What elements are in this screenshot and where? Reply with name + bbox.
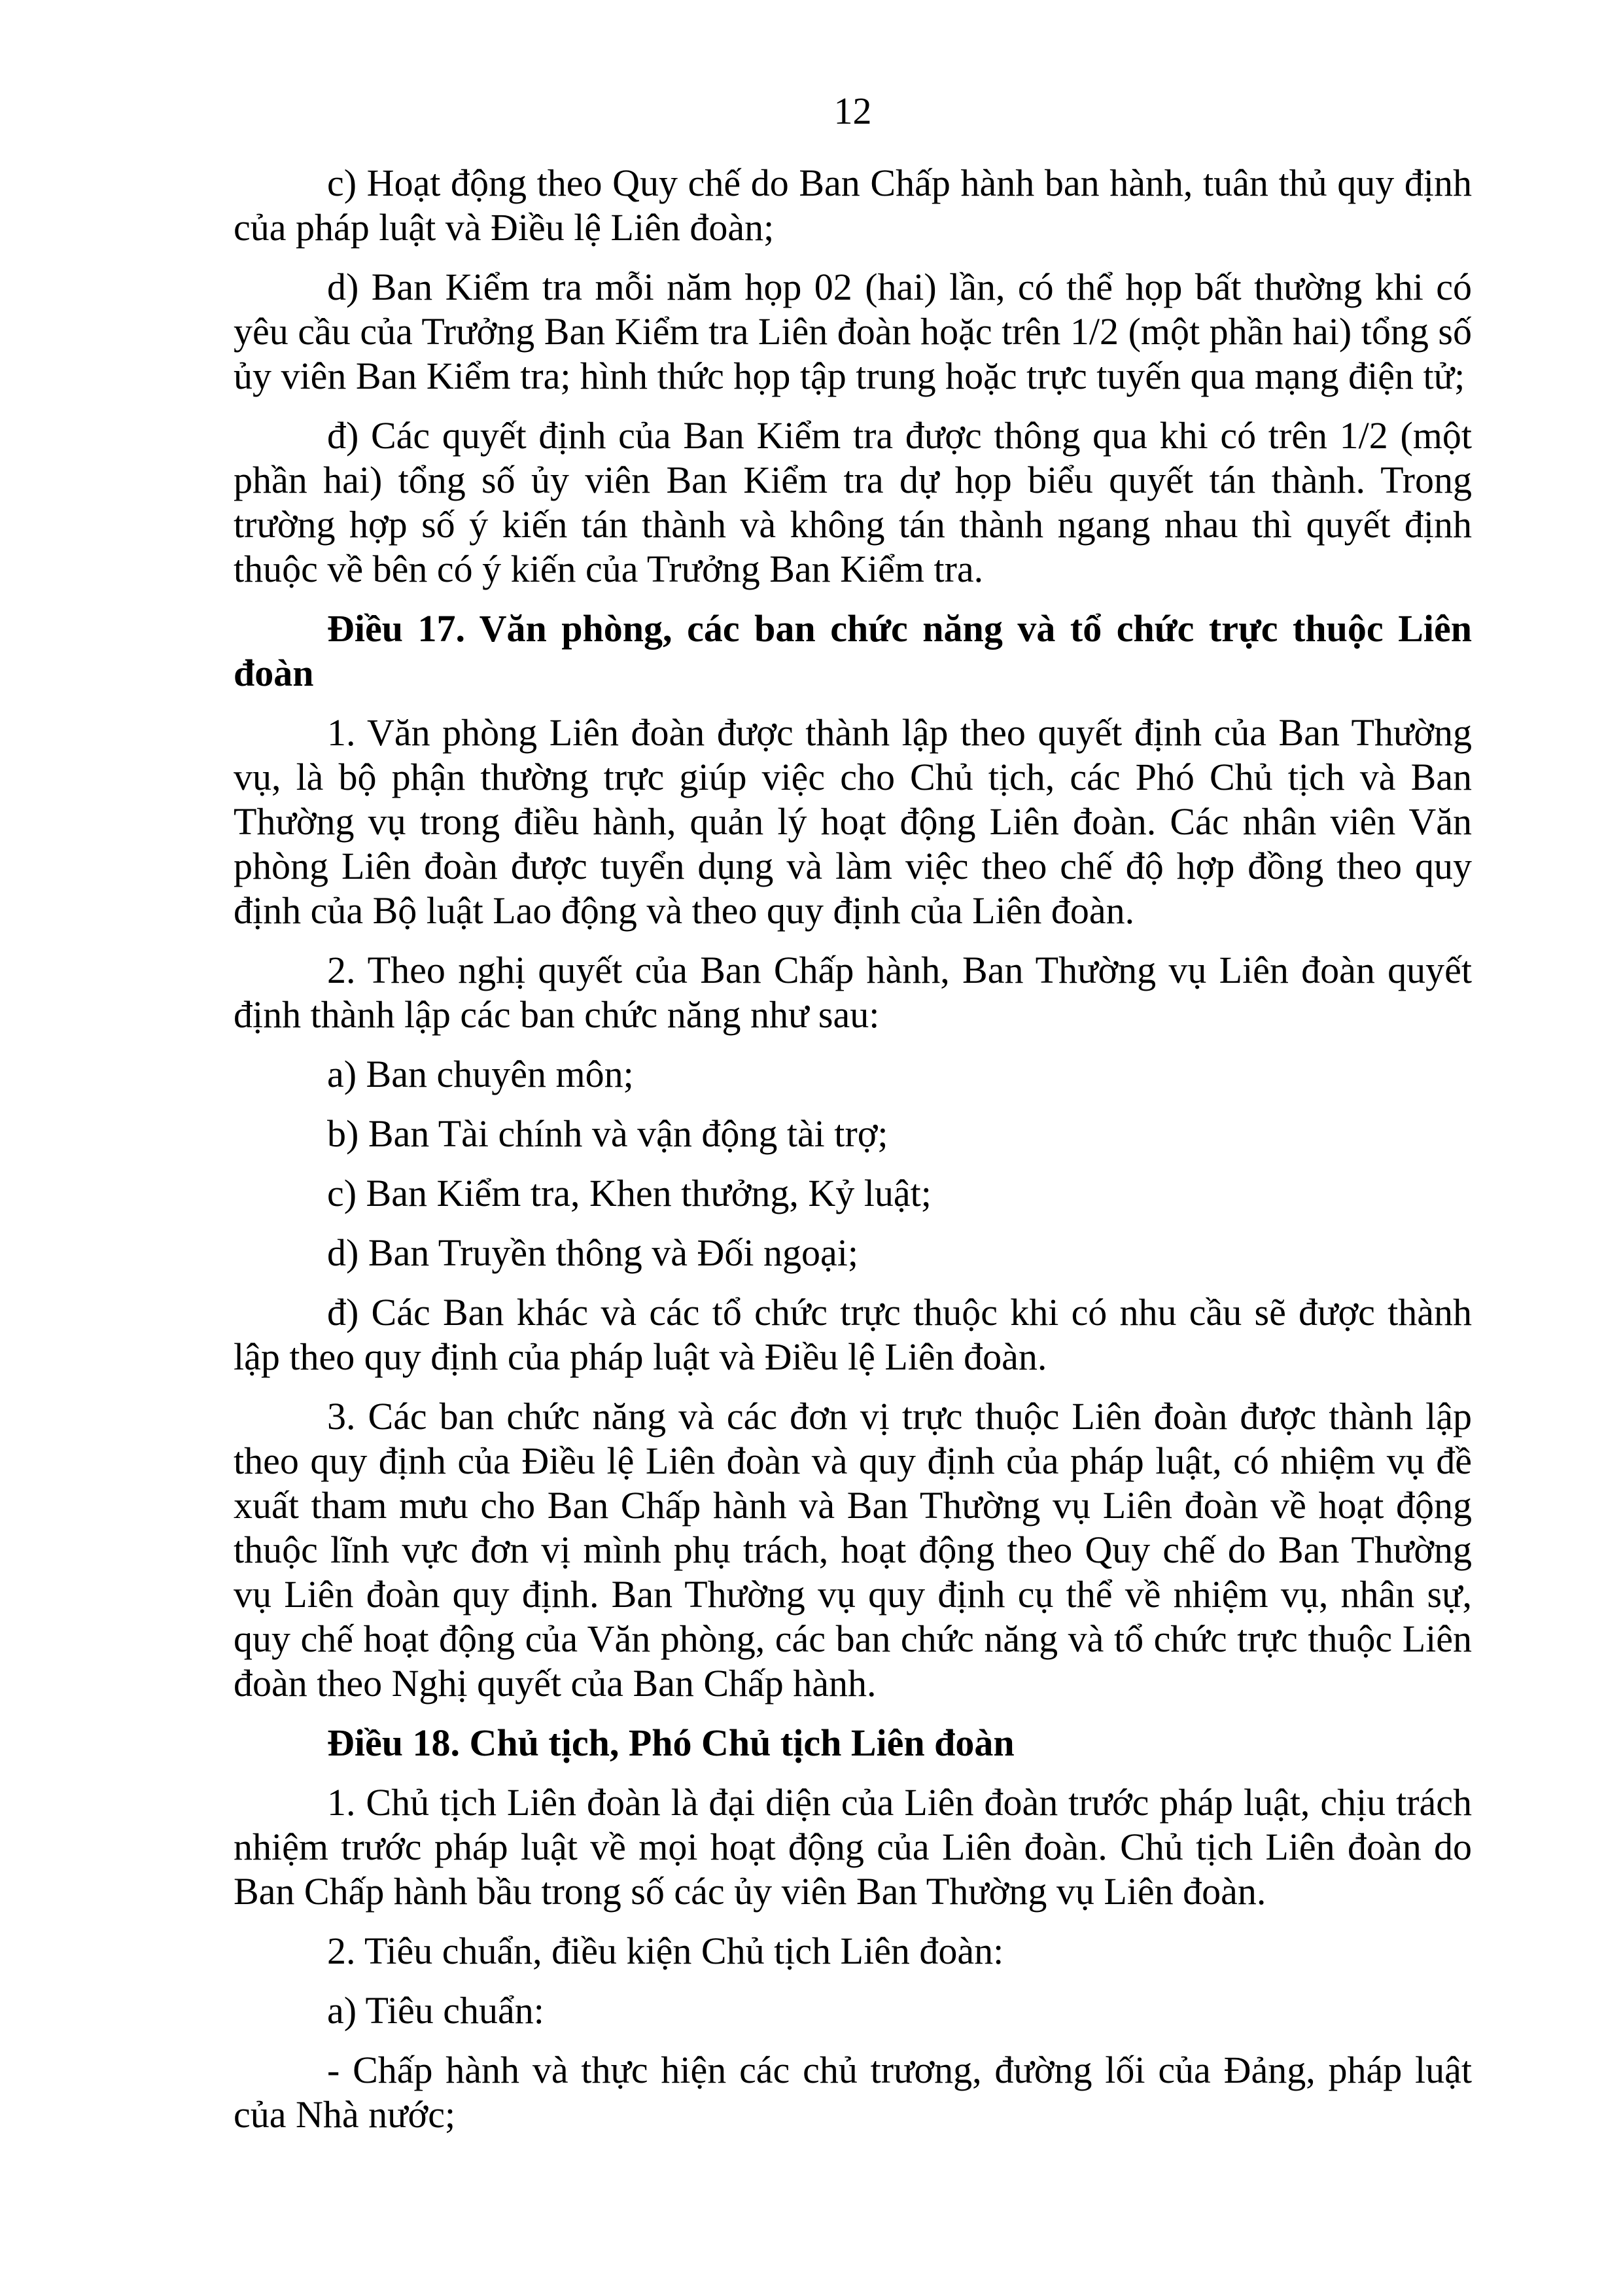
- list-item-dash-chap-hanh: - Chấp hành và thực hiện các chủ trương, đường lối của Đảng, pháp luật của Nhà nước;: [234, 2049, 1472, 2136]
- list-item-a-tieu-chuan: a) Tiêu chuẩn:: [327, 1989, 544, 2032]
- paragraph-dieu17-1-van-phong: 1. Văn phòng Liên đoàn được thành lập theo quyết định của Ban Thường vụ, là bộ phận thường trực giúp việc cho Chủ tịch, các Phó Chủ tịch và Ban Thường vụ trong điều hành, quản lý hoạt động Liên đoàn. Các nhân viên Văn phòng Liên đoàn được tuyển dụng và làm việc theo chế độ hợp đồng theo quy định của Bộ luật Lao động và theo quy định của Liên đoàn.: [234, 711, 1472, 932]
- paragraph-dieu18-2-tieu-chuan: 2. Tiêu chuẩn, điều kiện Chủ tịch Liên đoàn:: [327, 1930, 1004, 1972]
- paragraph-item-d-ban-kiem-tra: d) Ban Kiểm tra mỗi năm họp 02 (hai) lần, có thể họp bất thường khi có yêu cầu của Trưởng Ban Kiểm tra Liên đoàn hoặc trên 1/2 (một phần hai) tổng số ủy viên Ban Kiểm tra; hình thức họp tập trung hoặc trực tuyến qua mạng điện tử;: [234, 266, 1472, 397]
- list-item-dd-cac-ban-khac: đ) Các Ban khác và các tổ chức trực thuộc khi có nhu cầu sẽ được thành lập theo quy định của pháp luật và Điều lệ Liên đoàn.: [234, 1291, 1472, 1378]
- paragraph-item-c-ban-kiem-tra: c) Hoạt động theo Quy chế do Ban Chấp hành ban hành, tuân thủ quy định của pháp luật và Điều lệ Liên đoàn;: [234, 162, 1472, 249]
- list-item-c-ban-kiem-tra-khen-thuong: c) Ban Kiểm tra, Khen thưởng, Kỷ luật;: [327, 1172, 932, 1214]
- paragraph-dieu17-2-nghi-quyet: 2. Theo nghị quyết của Ban Chấp hành, Ban Thường vụ Liên đoàn quyết định thành lập các ban chức năng như sau:: [234, 949, 1472, 1036]
- list-item-b-ban-tai-chinh: b) Ban Tài chính và vận động tài trợ;: [327, 1112, 888, 1155]
- document-body: [234, 161, 1472, 2137]
- paragraph-dieu18-1-chu-tich: 1. Chủ tịch Liên đoàn là đại diện của Liên đoàn trước pháp luật, chịu trách nhiệm trước pháp luật về mọi hoạt động của Liên đoàn. Chủ tịch Liên đoàn do Ban Chấp hành bầu trong số các ủy viên Ban Thường vụ Liên đoàn.: [234, 1781, 1472, 1913]
- list-item-d-ban-truyen-thong: d) Ban Truyền thông và Đối ngoại;: [327, 1231, 858, 1274]
- list-item-a-ban-chuyen-mon: a) Ban chuyên môn;: [327, 1053, 634, 1095]
- paragraph-dieu17-3-ban-chuc-nang: 3. Các ban chức năng và các đơn vị trực thuộc Liên đoàn được thành lập theo quy định của Điều lệ Liên đoàn và quy định của pháp luật, có nhiệm vụ đề xuất tham mưu cho Ban Chấp hành và Ban Thường vụ Liên đoàn về hoạt động thuộc lĩnh vực đơn vị mình phụ trách, hoạt động theo Quy chế do Ban Thường vụ Liên đoàn quy định. Ban Thường vụ quy định cụ thể về nhiệm vụ, nhân sự, quy chế hoạt động của Văn phòng, các ban chức năng và tổ chức trực thuộc Liên đoàn theo Nghị quyết của Ban Chấp hành.: [234, 1395, 1472, 1704]
- heading-dieu-18: Điều 18. Chủ tịch, Phó Chủ tịch Liên đoàn: [327, 1722, 1015, 1764]
- paragraph-item-dd-ban-kiem-tra: đ) Các quyết định của Ban Kiểm tra được thông qua khi có trên 1/2 (một phần hai) tổng số ủy viên Ban Kiểm tra dự họp biểu quyết tán thành. Trong trường hợp số ý kiến tán thành và không tán thành ngang nhau thì quyết định thuộc về bên có ý kiến của Trưởng Ban Kiểm tra.: [234, 414, 1472, 590]
- page-number: 12: [833, 90, 872, 132]
- heading-dieu-17: Điều 17. Văn phòng, các ban chức năng và tổ chức trực thuộc Liên đoàn: [234, 607, 1472, 694]
